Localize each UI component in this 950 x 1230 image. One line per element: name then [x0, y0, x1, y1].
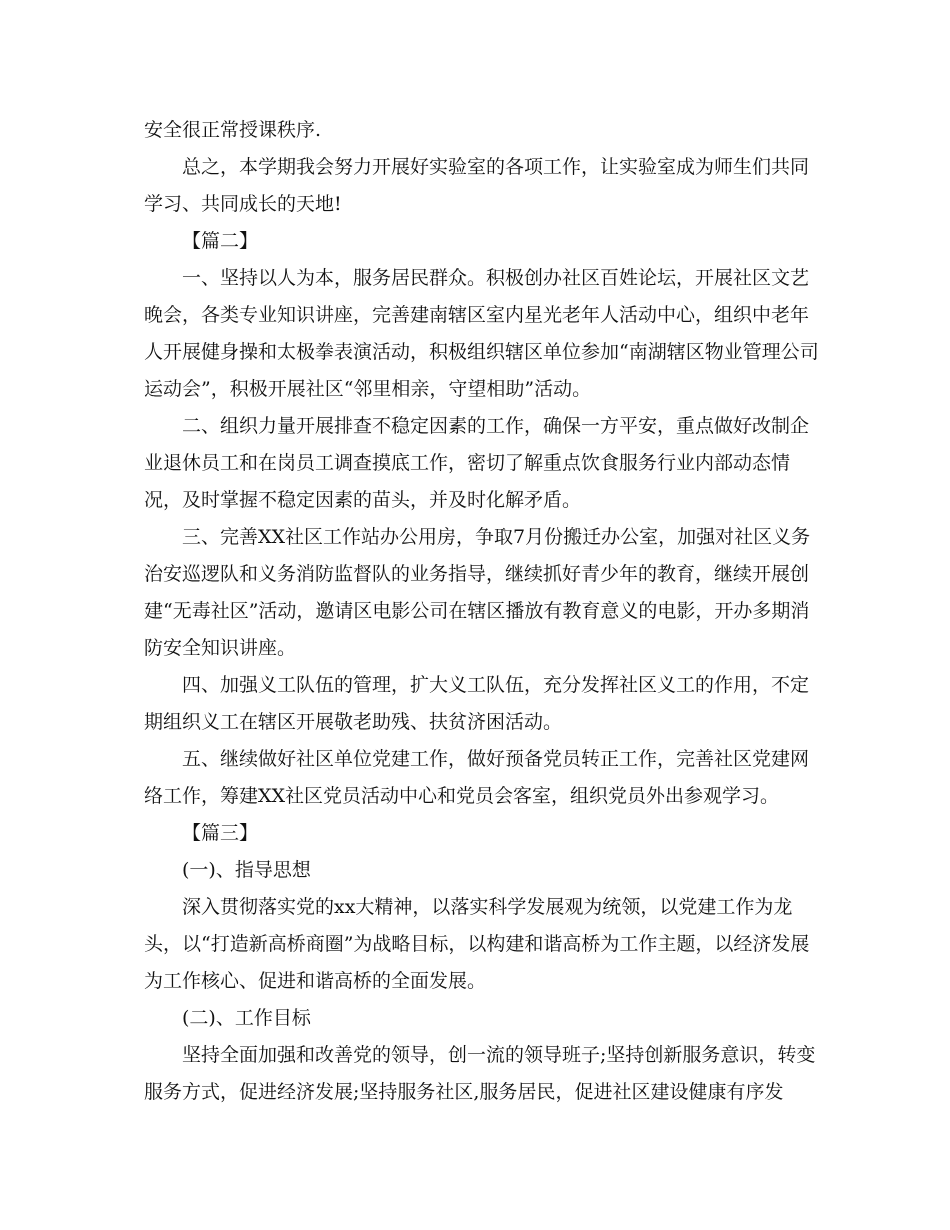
text-line: 三、完善XX社区工作站办公用房，争取7月份搬迁办公室，加强对社区义务	[182, 526, 811, 548]
text-line: 运动会”，积极开展社区“邻里相亲，守望相助”活动。	[144, 378, 592, 400]
text-line: 总之，本学期我会努力开展好实验室的各项工作，让实验室成为师生们共同	[182, 156, 810, 178]
text-line: 一、坚持以人为本，服务居民群众。积极创办社区百姓论坛，开展社区文艺	[182, 267, 810, 289]
paragraph	[144, 260, 819, 408]
text-line: 络工作，筹建XX社区党员活动中心和党员会客室，组织党员外出参观学习。	[144, 785, 780, 807]
text-line: 治安巡逻队和义务消防监督队的业务指导，继续抓好青少年的教育，继续开展创	[144, 563, 810, 585]
paragraph	[144, 1037, 814, 1111]
text-line: 防安全知识讲座。	[144, 637, 297, 659]
text-line: 坚持全面加强和改善党的领导，创一流的领导班子;坚持创新服务意识，转变	[182, 1044, 816, 1066]
text-line: 建“无毒社区”活动，邀请区电影公司在辖区播放有教育意义的电影，开办多期消	[144, 600, 810, 622]
paragraph	[144, 815, 814, 852]
text-line: 【篇三】	[182, 822, 259, 844]
text-line: 学习、共同成长的天地!	[144, 193, 342, 215]
text-line: 人开展健身操和太极拳表演活动，积极组织辖区单位参加“南湖辖区物业管理公司	[144, 341, 819, 363]
text-line: 晚会，各类专业知识讲座，完善建南辖区室内星光老年人活动中心，组织中老年	[144, 304, 810, 326]
text-line: 况，及时掌握不稳定因素的苗头，并及时化解矛盾。	[144, 489, 582, 511]
document-body	[144, 112, 819, 1111]
text-line: 五、继续做好社区单位党建工作，做好预备党员转正工作，完善社区党建网	[182, 748, 810, 770]
text-line: 深入贯彻落实党的xx大精神，以落实科学发展观为统领，以党建工作为龙	[182, 896, 793, 918]
paragraph	[144, 889, 814, 1000]
text-line: 安全很正常授课秩序.	[144, 119, 322, 141]
paragraph	[144, 667, 814, 741]
paragraph	[144, 112, 814, 149]
paragraph	[144, 149, 814, 223]
paragraph	[144, 408, 814, 519]
text-line: 【篇二】	[182, 230, 259, 252]
text-line: 二、组织力量开展排查不稳定因素的工作，确保一方平安，重点做好改制企	[182, 415, 810, 437]
text-line: 服务方式，促进经济发展;坚持服务社区,服务居民，促进社区建设健康有序发	[144, 1081, 784, 1103]
text-line: 为工作核心、促进和谐高桥的全面发展。	[144, 970, 487, 992]
paragraph	[144, 223, 814, 260]
paragraph	[144, 852, 814, 889]
text-line: (一)、指导思想	[182, 859, 311, 881]
paragraph	[144, 519, 814, 667]
text-line: 四、加强义工队伍的管理，扩大义工队伍，充分发挥社区义工的作用，不定	[182, 674, 810, 696]
paragraph	[144, 741, 814, 815]
text-line: (二)、工作目标	[182, 1007, 311, 1029]
text-line: 头，以“打造新高桥商圈”为战略目标，以构建和谐高桥为工作主题，以经济发展	[144, 933, 810, 955]
text-line: 期组织义工在辖区开展敬老助残、扶贫济困活动。	[144, 711, 563, 733]
paragraph	[144, 1000, 814, 1037]
text-line: 业退休员工和在岗员工调查摸底工作，密切了解重点饮食服务行业内部动态情	[144, 452, 791, 474]
